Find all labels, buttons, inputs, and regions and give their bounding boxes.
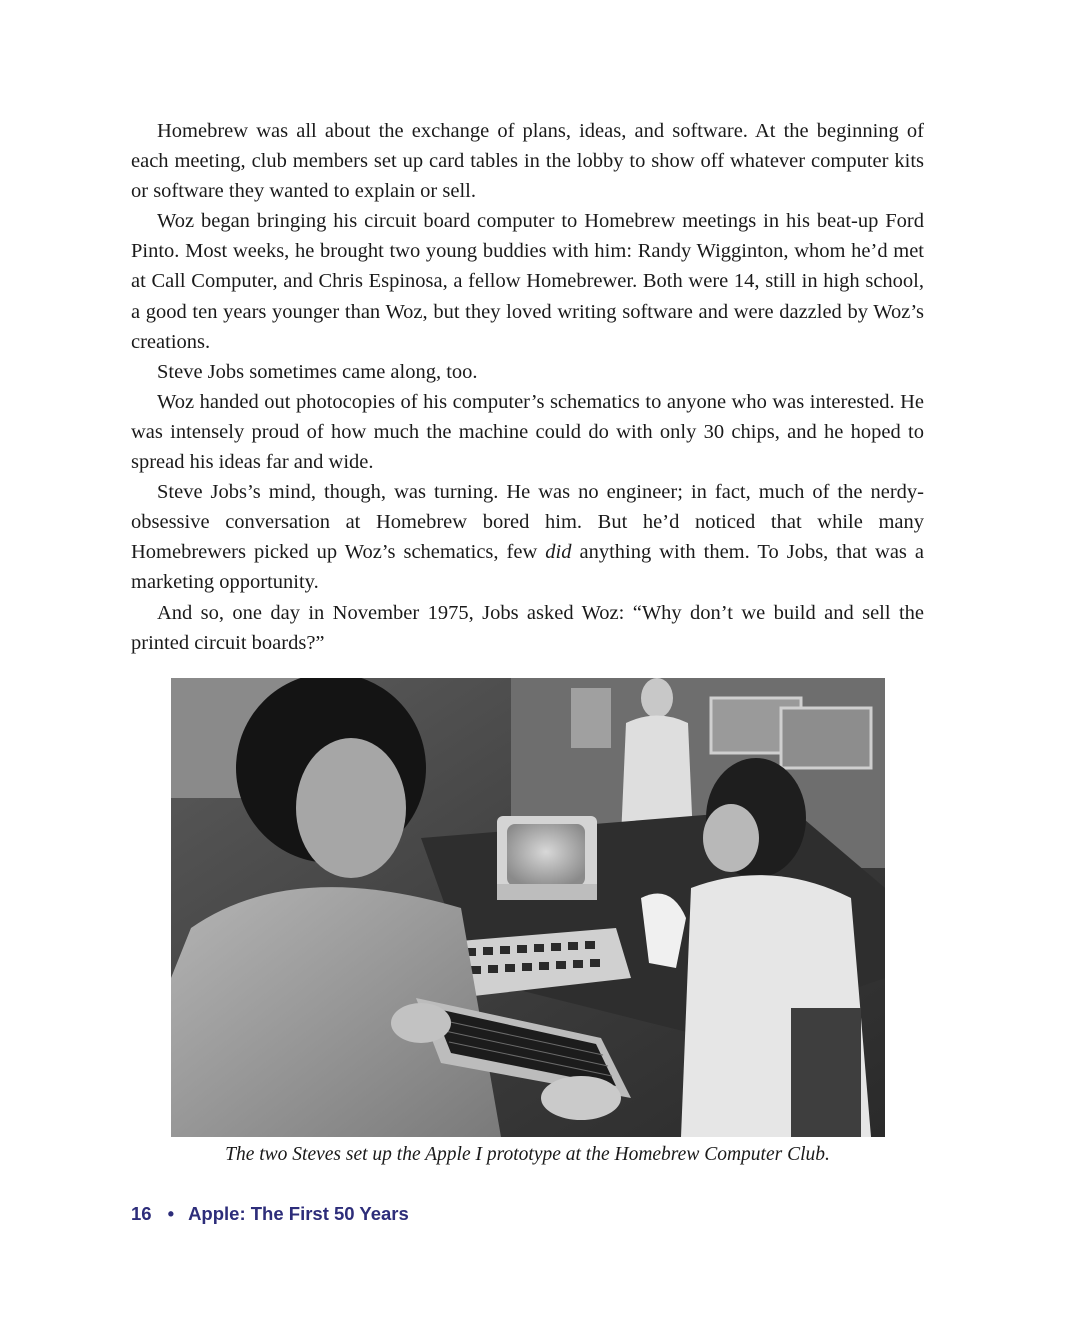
paragraph-3: Steve Jobs sometimes came along, too.: [157, 360, 478, 383]
paragraph-4: Woz handed out photocopies of his computer’s schematics to anyone who was interested. He was intensely proud of how much the machine could do with only 30 chips, and he hoped to spread his ideas far and wide.: [131, 390, 924, 474]
paragraph-2: Woz began bringing his circuit board computer to Homebrew meetings in his beat-up Ford Pinto. Most weeks, he brought two young buddies with him: Randy Wigginton, whom he’d met at Call Computer, and Chris Espinosa, a fellow Homebrewer. Both were 14, still in high school, a good ten years younger than Woz, but they loved writing software and were dazzled by Woz’s creations.: [131, 210, 924, 353]
paragraph-1: Homebrew was all about the exchange of plans, ideas, and software. At the beginning of each meeting, club members set up card tables in the lobby to show off whatever computer kits or software they wanted to explain or sell.: [131, 120, 924, 203]
body-text: [131, 116, 924, 658]
paragraph-5: Steve Jobs’s mind, though, was turning. He was no engineer; in fact, much of the nerdy-obsessive conversation at Homebrew bored him. But he’d noticed that while many Homebrewers picked up Woz’s schematics, few did anything with them. To Jobs, that was a marketing opportunity.: [131, 481, 925, 594]
page-number: 16: [131, 1203, 152, 1224]
photo: [171, 678, 885, 1137]
figure-caption: The two Steves set up the Apple I prototype at the Homebrew Computer Club.: [225, 1144, 830, 1165]
page-footer: [131, 1203, 409, 1225]
book-title: Apple: The First 50 Years: [188, 1203, 409, 1224]
footer-separator: •: [167, 1203, 175, 1224]
emphasis-did: did: [545, 541, 572, 564]
paragraph-6: And so, one day in November 1975, Jobs asked Woz: “Why don’t we build and sell the printed circuit boards?”: [131, 601, 924, 654]
